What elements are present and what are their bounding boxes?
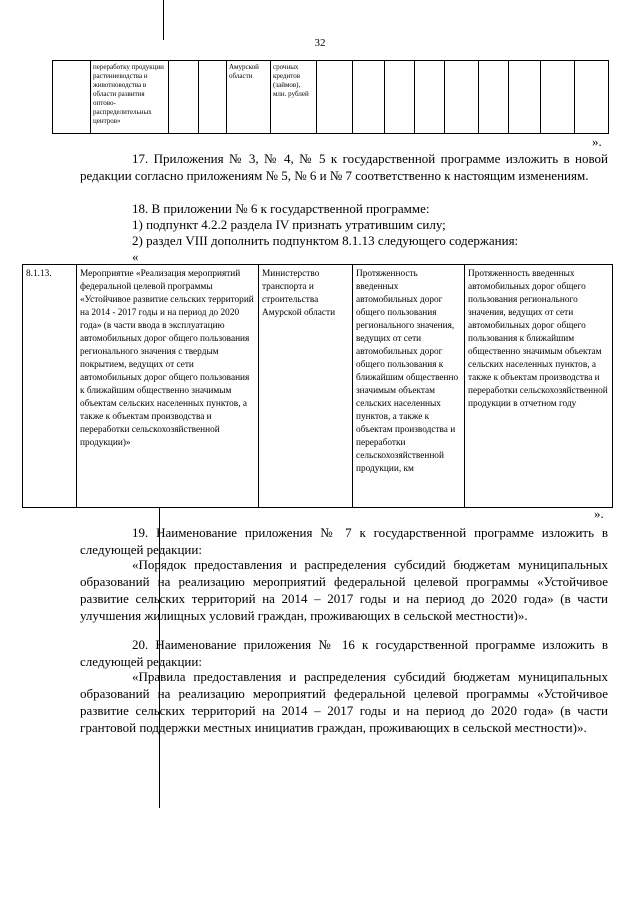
top-cell-unit: срочных кредитов (займов), млн. рублей xyxy=(271,61,317,134)
cell-number: 8.1.13. xyxy=(23,265,77,508)
top-cell xyxy=(385,61,415,134)
paragraph-17: 17. Приложения № 3, № 4, № 5 к государственной программе изложить в новой редакции согласно приложениям № 5, № 6 и № 7 соответственно к настоящим изменениям. xyxy=(80,151,608,183)
cell-executor: Министерство транспорта и строительства Амурской области xyxy=(259,265,353,508)
top-cell-region: Амурской области xyxy=(227,61,271,134)
top-cell xyxy=(509,61,541,134)
page-number: 32 xyxy=(314,37,326,49)
opening-quote: « xyxy=(132,249,139,264)
top-table xyxy=(52,60,609,134)
top-cell xyxy=(169,61,199,134)
top-cell xyxy=(541,61,575,134)
top-cell xyxy=(53,61,91,134)
cell-description: Протяженность введенных автомобильных дорог общего пользования регионального значения, ведущих от сети автомобильных дорог общего пользования к ближайшим общественно значимым объектам сельских населенных пунктов, а также к объектам производства и переработки сельскохозяйственной продукции в отчетном году xyxy=(465,265,613,508)
cell-indicator: Протяженность введенных автомобильных дорог общего пользования регионального значения, ведущих от сети автомобильных дорог общего пользования к ближайшим общественно значимым объектам сельских населенных пунктов, а также к объектам производства и переработки сельскохозяйственной продукции, км xyxy=(353,265,465,508)
closing-quote-top: ». xyxy=(592,134,602,149)
top-cell-event: переработку продукции растениеводства и животноводства в области развития оптово-распределительных центров» xyxy=(91,61,169,134)
paragraph-18-item-1: 1) подпункт 4.2.2 раздела IV признать утратившим силу; xyxy=(132,217,446,232)
top-cell xyxy=(415,61,445,134)
main-table xyxy=(22,264,613,508)
top-cell xyxy=(575,61,609,134)
top-cell xyxy=(445,61,479,134)
closing-quote-main: ». xyxy=(594,506,604,521)
top-cell xyxy=(199,61,227,134)
paragraph-19: 19. Наименование приложения № 7 к государственной программе изложить в следующей редакции: xyxy=(80,525,608,557)
paragraph-18-item-2: 2) раздел VIII дополнить подпунктом 8.1.13 следующего содержания: xyxy=(132,233,519,248)
scan-line-top xyxy=(163,0,164,40)
top-cell xyxy=(317,61,353,134)
cell-event: Мероприятие «Реализация мероприятий федеральной целевой программы «Устойчивое развитие сельских территорий на 2014 - 2017 годы и на период до 2020 года» (в части ввода в эксплуатацию автомобильных дорог общего пользования регионального значения с твердым покрытием, ведущих от сети автомобильных дорог общего пользования к ближайшим общественно значимым объектам сельских населенных пунктов, а также к объектам производства и переработки сельскохозяйственной продукции)» xyxy=(77,265,259,508)
top-cell xyxy=(479,61,509,134)
paragraph-19-text: «Порядок предоставления и распределения субсидий бюджетам муниципальных образований на реализацию мероприятий федеральной целевой программы «Устойчивое развитие сельских территорий на 2014 – 2017 годы и на период до 2020 года» (в части улучшения жилищных условий граждан, проживающих в сельской местности)». xyxy=(80,557,608,623)
paragraph-18: 18. В приложении № 6 к государственной программе: xyxy=(132,201,430,216)
paragraph-20-text: «Правила предоставления и распределения субсидий бюджетам муниципальных образований на реализацию мероприятий федеральной целевой программы «Устойчивое развитие сельских территорий на 2014 – 2017 годы и на период до 2020 года» (в части грантовой поддержки местных инициатив граждан, проживающих в сельской местности)». xyxy=(80,669,608,735)
paragraph-20: 20. Наименование приложения № 16 к государственной программе изложить в следующей редакции: xyxy=(80,637,608,669)
top-cell xyxy=(353,61,385,134)
